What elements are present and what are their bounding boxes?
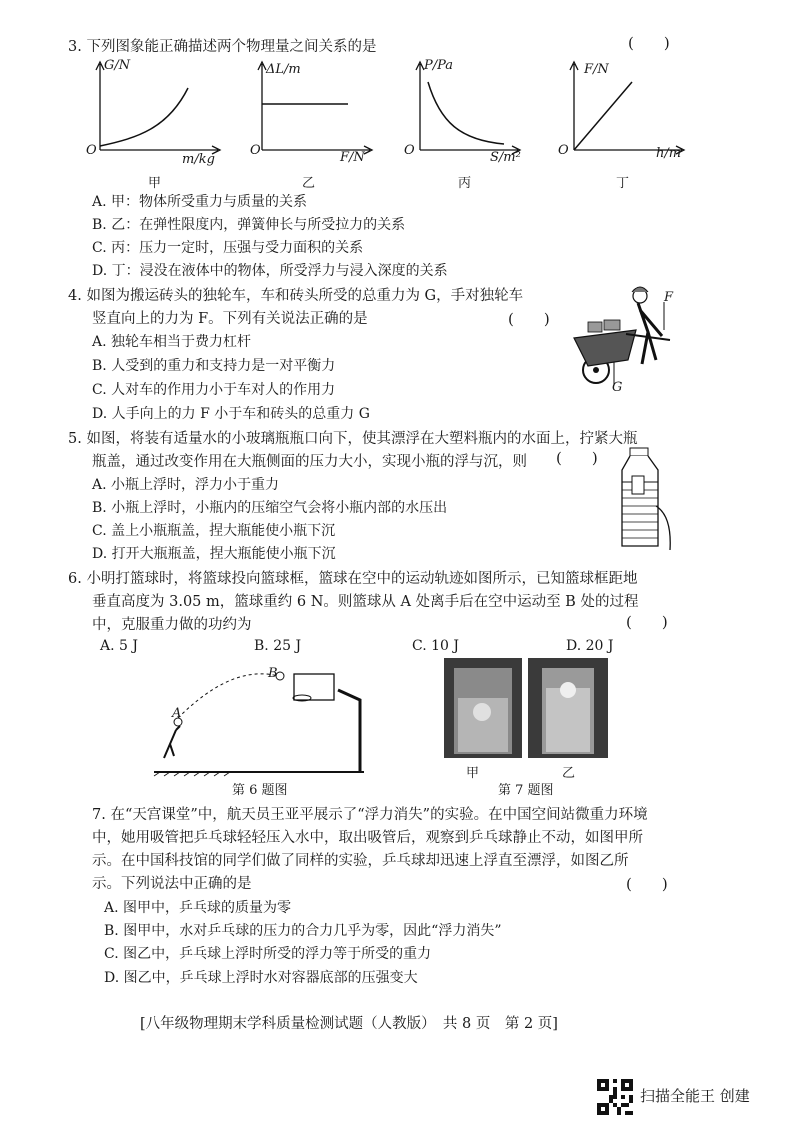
q6-option-d: D. 20 J bbox=[566, 638, 614, 654]
graph-jia-ylabel: G/N bbox=[104, 58, 131, 73]
q7-stem-line3: 示。在中国科技馆的同学们做了同样的实验，乒乓球却迅速上浮直至漂浮，如图乙所 bbox=[92, 853, 629, 869]
q5-option-a: A. 小瓶上浮时，浮力小于重力 bbox=[92, 477, 280, 493]
q6-option-a: A. 5 J bbox=[100, 638, 138, 654]
q5-stem-line2: 瓶盖，通过改变作用在大瓶侧面的压力大小，实现小瓶的浮与沉，则 bbox=[92, 454, 527, 470]
q3-stem: 3. 下列图象能正确描述两个物理量之间关系的是 bbox=[68, 39, 377, 55]
q7-stem-line2: 中，她用吸管把乒乓球轻轻压入水中，取出吸管后，观察到乒乓球静止不动，如图甲所 bbox=[92, 830, 643, 846]
graph-jia-caption: 甲 bbox=[148, 176, 162, 191]
graph-bing-origin: O bbox=[404, 143, 415, 158]
q7-answer-paren: ( ) bbox=[626, 875, 668, 893]
qr-code-icon bbox=[597, 1079, 633, 1115]
q7-stem-line4: 示。下列说法中正确的是 bbox=[92, 876, 252, 892]
photo-yi bbox=[528, 658, 608, 758]
graph-ding-xlabel: h/m bbox=[656, 146, 682, 161]
q6-figure-caption: 第 6 题图 bbox=[232, 783, 288, 798]
graph-ding-origin: O bbox=[558, 143, 569, 158]
graph-ding-caption: 丁 bbox=[616, 176, 630, 191]
graph-ding-ylabel: F/N bbox=[584, 62, 609, 77]
q7-option-d: D. 图乙中，乒乓球上浮时水对容器底部的压强变大 bbox=[104, 970, 418, 986]
graph-yi-origin: O bbox=[250, 143, 261, 158]
q7-option-c: C. 图乙中，乒乓球上浮时所受的浮力等于所受的重力 bbox=[104, 946, 432, 962]
graph-bing-ylabel: P/Pa bbox=[424, 58, 454, 73]
graph-yi-caption: 乙 bbox=[302, 176, 316, 191]
q3-option-c: C. 丙：压力一定时，压强与受力面积的关系 bbox=[92, 240, 364, 256]
wheelbarrow-force-f: F bbox=[664, 290, 674, 305]
basketball-point-b: B bbox=[268, 666, 278, 681]
q5-option-b: B. 小瓶上浮时，小瓶内的压缩空气会将小瓶内部的水压出 bbox=[92, 500, 448, 516]
q4-option-b: B. 人受到的重力和支持力是一对平衡力 bbox=[92, 358, 336, 374]
photo-jia-label: 甲 bbox=[466, 766, 480, 781]
q5-option-d: D. 打开大瓶瓶盖，捏大瓶能使小瓶下沉 bbox=[92, 546, 336, 562]
q6-answer-paren: ( ) bbox=[626, 613, 668, 631]
q4-stem-line1: 4. 如图为搬运砖头的独轮车，车和砖头所受的总重力为 G，手对独轮车 bbox=[68, 288, 524, 304]
q4-option-a: A. 独轮车相当于费力杠杆 bbox=[92, 334, 252, 350]
graph-yi-ylabel: ΔL/m bbox=[266, 62, 301, 77]
q3-option-d: D. 丁：浸没在液体中的物体，所受浮力与浸入深度的关系 bbox=[92, 263, 448, 279]
graph-jia-origin: O bbox=[86, 143, 97, 158]
q5-answer-paren: ( ) bbox=[556, 449, 598, 467]
graph-bing-xlabel: S/m² bbox=[490, 150, 521, 165]
q6-stem-line3: 中，克服重力做的功约为 bbox=[92, 617, 252, 633]
q3-option-a: A. 甲：物体所受重力与质量的关系 bbox=[92, 194, 308, 210]
q7-option-b: B. 图甲中，水对乒乓球的压力的合力几乎为零，因此“浮力消失” bbox=[104, 923, 502, 939]
q5-option-c: C. 盖上小瓶瓶盖，捏大瓶能使小瓶下沉 bbox=[92, 523, 336, 539]
q6-stem-line1: 6. 小明打篮球时，将篮球投向篮球框，篮球在空中的运动轨迹如图所示，已知篮球框距地 bbox=[68, 571, 638, 587]
graph-bing-caption: 丙 bbox=[458, 176, 472, 191]
wheelbarrow-weight-g: G bbox=[612, 380, 623, 395]
graph-ding bbox=[562, 58, 692, 180]
q4-option-c: C. 人对车的作用力小于车对人的作用力 bbox=[92, 382, 336, 398]
graph-jia-xlabel: m/kg bbox=[182, 152, 215, 167]
q6-option-b: B. 25 J bbox=[254, 638, 302, 654]
q7-option-a: A. 图甲中，乒乓球的质量为零 bbox=[104, 900, 292, 916]
page-footer: [八年级物理期末学科质量检测试题（人教版） 共 8 页 第 2 页] bbox=[140, 1016, 558, 1032]
q6-option-c: C. 10 J bbox=[412, 638, 459, 654]
basketball-point-a: A bbox=[172, 706, 182, 721]
q3-option-b: B. 乙：在弹性限度内，弹簧伸长与所受拉力的关系 bbox=[92, 217, 406, 233]
q4-answer-paren: ( ) bbox=[508, 310, 550, 328]
graph-yi-xlabel: F/N bbox=[340, 150, 365, 165]
scanner-watermark: 扫描全能王 创建 bbox=[640, 1087, 750, 1105]
photo-jia bbox=[444, 658, 522, 758]
q5-stem-line1: 5. 如图，将装有适量水的小玻璃瓶瓶口向下，使其漂浮在大塑料瓶内的水面上，拧紧大瓶 bbox=[68, 431, 638, 447]
basketball-figure bbox=[152, 660, 372, 778]
photo-yi-label: 乙 bbox=[562, 766, 576, 781]
bottle-figure bbox=[610, 446, 680, 552]
q3-answer-paren: ( ) bbox=[628, 34, 670, 52]
q4-option-d: D. 人手向上的力 F 小于车和砖头的总重力 G bbox=[92, 406, 370, 422]
q7-figure-caption: 第 7 题图 bbox=[498, 783, 554, 798]
q4-stem-line2: 竖直向上的力为 F。下列有关说法正确的是 bbox=[92, 311, 368, 327]
q7-stem-line1: 7. 在“天宫课堂”中，航天员王亚平展示了“浮力消失”的实验。在中国空间站微重力环境 bbox=[92, 807, 648, 823]
q6-stem-line2: 垂直高度为 3.05 m，篮球重约 6 N。则篮球从 A 处离手后在空中运动至 B 处的过程 bbox=[92, 594, 639, 610]
